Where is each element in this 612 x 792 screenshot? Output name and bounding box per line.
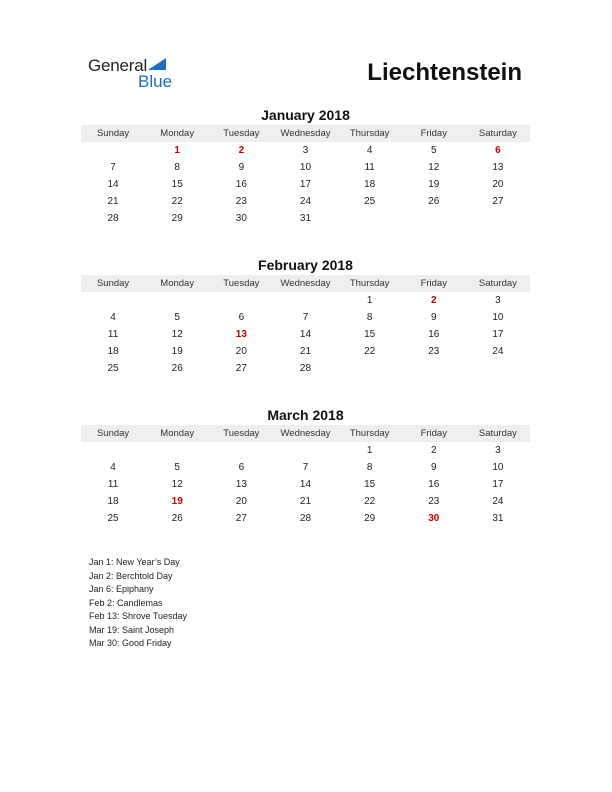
- day-cell: 27: [235, 363, 247, 374]
- day-cell: 3: [495, 445, 501, 456]
- weekday-label: Thursday: [349, 278, 390, 289]
- day-cell: 30: [428, 513, 440, 524]
- day-cell: 11: [364, 162, 375, 173]
- week-row: [81, 326, 530, 343]
- day-cell: 12: [171, 329, 183, 340]
- day-cell: 16: [428, 329, 440, 340]
- day-cell: 11: [107, 329, 119, 340]
- day-cell: [273, 442, 337, 459]
- day-cell: 28: [107, 213, 119, 224]
- day-cell: [145, 292, 209, 309]
- day-cell: 8: [366, 462, 373, 473]
- logo-triangle-icon: [148, 58, 166, 70]
- day-cell: 26: [171, 513, 183, 524]
- day-cell: 9: [430, 312, 437, 323]
- day-cell: 24: [299, 196, 312, 207]
- day-cell: 19: [171, 346, 183, 357]
- month-title: March 2018: [267, 407, 344, 423]
- day-cell: 31: [492, 513, 504, 524]
- holiday-list: [89, 556, 187, 651]
- weekday-label: Wednesday: [280, 278, 331, 289]
- weekday-header: [81, 275, 530, 292]
- day-cell: 20: [235, 346, 247, 357]
- weekday-label: Sunday: [96, 428, 130, 439]
- day-cell: 12: [171, 479, 183, 490]
- week-row: [81, 442, 530, 459]
- day-cell: [338, 210, 402, 227]
- day-cell: 4: [366, 145, 373, 156]
- day-cell: 23: [428, 496, 440, 507]
- day-cell: 9: [238, 162, 245, 173]
- day-cell: 12: [428, 162, 440, 173]
- day-cell: 28: [299, 363, 312, 374]
- day-cell: [145, 442, 209, 459]
- day-cell: 27: [492, 196, 504, 207]
- day-cell: [209, 292, 273, 309]
- day-cell: 21: [299, 346, 312, 357]
- week-row: [81, 476, 530, 493]
- month-weeks: [81, 292, 530, 377]
- day-cell: [209, 442, 273, 459]
- day-cell: 6: [238, 462, 245, 473]
- day-cell: 3: [495, 295, 501, 306]
- logo-text-general: General: [88, 56, 148, 75]
- day-cell: 27: [235, 513, 247, 524]
- day-cell: 13: [235, 479, 247, 490]
- day-cell: 17: [299, 179, 312, 190]
- day-cell: 10: [299, 162, 312, 173]
- day-cell: 28: [299, 513, 312, 524]
- day-cell: 17: [492, 329, 504, 340]
- day-cell: 1: [366, 445, 373, 456]
- weekday-label: Thursday: [349, 428, 390, 439]
- country-title: Liechtenstein: [367, 59, 522, 86]
- day-cell: 5: [174, 462, 180, 473]
- weekday-label: Tuesday: [223, 278, 260, 289]
- week-row: [81, 343, 530, 360]
- day-cell: 5: [174, 312, 180, 323]
- month-weeks: [81, 142, 530, 227]
- day-cell: 5: [430, 145, 437, 156]
- weekday-label: Sunday: [96, 278, 130, 289]
- week-row: [81, 459, 530, 476]
- day-cell: 3: [302, 145, 309, 156]
- day-cell: 7: [110, 162, 116, 173]
- holiday-item: Mar 30: Good Friday: [89, 638, 172, 648]
- day-cell: 22: [364, 496, 376, 507]
- holiday-item: Mar 19: Saint Joseph: [89, 624, 175, 635]
- day-cell: 13: [235, 329, 247, 340]
- day-cell: 4: [110, 312, 116, 323]
- month-february: [81, 256, 530, 377]
- weekday-label: Tuesday: [223, 428, 260, 439]
- day-cell: 25: [107, 513, 119, 524]
- day-cell: 19: [428, 179, 440, 190]
- holiday-item: Jan 2: Berchtold Day: [89, 570, 173, 581]
- day-cell: 13: [492, 162, 504, 173]
- day-cell: 18: [364, 179, 376, 190]
- day-cell: 16: [428, 479, 440, 490]
- day-cell: 2: [430, 295, 437, 306]
- day-cell: 2: [430, 445, 437, 456]
- day-cell: 10: [492, 462, 504, 473]
- day-cell: 23: [428, 346, 440, 357]
- weekday-header: [81, 425, 530, 442]
- day-cell: 6: [495, 145, 501, 156]
- weekday-label: Monday: [160, 278, 195, 289]
- day-cell: [81, 292, 145, 309]
- day-cell: 15: [364, 329, 376, 340]
- day-cell: 30: [235, 213, 247, 224]
- day-cell: 29: [364, 513, 376, 524]
- day-cell: 15: [364, 479, 376, 490]
- holiday-item: Jan 1: New Year’s Day: [89, 557, 180, 567]
- day-cell: 14: [299, 479, 312, 490]
- weekday-label: Tuesday: [223, 128, 260, 139]
- day-cell: 26: [171, 363, 183, 374]
- week-row: [81, 159, 530, 176]
- day-cell: [402, 360, 466, 377]
- weekday-label: Sunday: [96, 128, 130, 139]
- day-cell: 21: [299, 496, 312, 507]
- day-cell: [466, 360, 530, 377]
- weekday-label: Saturday: [478, 128, 517, 139]
- day-cell: [466, 210, 530, 227]
- weekday-label: Monday: [160, 128, 195, 139]
- day-cell: 7: [302, 462, 309, 473]
- day-cell: 8: [174, 162, 180, 173]
- day-cell: 24: [492, 496, 504, 507]
- day-cell: 19: [171, 496, 183, 507]
- day-cell: 4: [110, 462, 116, 473]
- day-cell: 7: [302, 312, 309, 323]
- day-cell: 25: [364, 196, 376, 207]
- day-cell: [273, 292, 337, 309]
- day-cell: 11: [107, 479, 119, 490]
- week-row: [81, 210, 530, 227]
- week-row: [81, 360, 530, 377]
- day-cell: 24: [492, 346, 504, 357]
- day-cell: 18: [107, 496, 119, 507]
- weekday-label: Saturday: [478, 278, 517, 289]
- month-weeks: [81, 442, 530, 527]
- week-row: [81, 142, 530, 159]
- day-cell: 1: [174, 145, 180, 156]
- day-cell: [338, 360, 402, 377]
- logo-text-blue: Blue: [138, 72, 173, 91]
- day-cell: 23: [235, 196, 247, 207]
- week-row: [81, 193, 530, 210]
- weekday-header: [81, 125, 530, 142]
- weekday-label: Friday: [420, 278, 447, 289]
- day-cell: 25: [107, 363, 119, 374]
- holiday-item: Jan 6: Epiphany: [89, 584, 154, 594]
- day-cell: 22: [364, 346, 376, 357]
- week-row: [81, 309, 530, 326]
- day-cell: [81, 142, 145, 159]
- weekday-label: Friday: [420, 128, 447, 139]
- day-cell: 14: [107, 179, 119, 190]
- holiday-item: Feb 13: Shrove Tuesday: [89, 611, 188, 621]
- month-title: January 2018: [261, 107, 350, 123]
- day-cell: 15: [171, 179, 183, 190]
- day-cell: 16: [235, 179, 247, 190]
- week-row: [81, 493, 530, 510]
- day-cell: 31: [299, 213, 312, 224]
- weekday-label: Wednesday: [280, 428, 331, 439]
- day-cell: 14: [299, 329, 312, 340]
- day-cell: 1: [366, 295, 373, 306]
- day-cell: 10: [492, 312, 504, 323]
- general-blue-logo: [88, 56, 188, 92]
- day-cell: 9: [430, 462, 437, 473]
- holiday-item: Feb 2: Candlemas: [89, 597, 163, 608]
- weekday-label: Thursday: [349, 128, 390, 139]
- day-cell: [402, 210, 466, 227]
- month-march: [81, 406, 530, 527]
- day-cell: 18: [107, 346, 119, 357]
- week-row: [81, 176, 530, 193]
- day-cell: 20: [235, 496, 247, 507]
- day-cell: 20: [492, 179, 504, 190]
- day-cell: 22: [171, 196, 183, 207]
- day-cell: [81, 442, 145, 459]
- weekday-label: Wednesday: [280, 128, 331, 139]
- day-cell: 17: [492, 479, 504, 490]
- weekday-label: Monday: [160, 428, 195, 439]
- day-cell: 21: [107, 196, 119, 207]
- day-cell: 8: [366, 312, 373, 323]
- month-title: February 2018: [258, 257, 353, 273]
- day-cell: 26: [428, 196, 440, 207]
- weekday-label: Saturday: [478, 428, 517, 439]
- week-row: [81, 510, 530, 527]
- week-row: [81, 292, 530, 309]
- day-cell: 29: [171, 213, 183, 224]
- day-cell: 6: [238, 312, 245, 323]
- day-cell: 2: [238, 145, 245, 156]
- weekday-label: Friday: [420, 428, 447, 439]
- month-january: [81, 106, 530, 227]
